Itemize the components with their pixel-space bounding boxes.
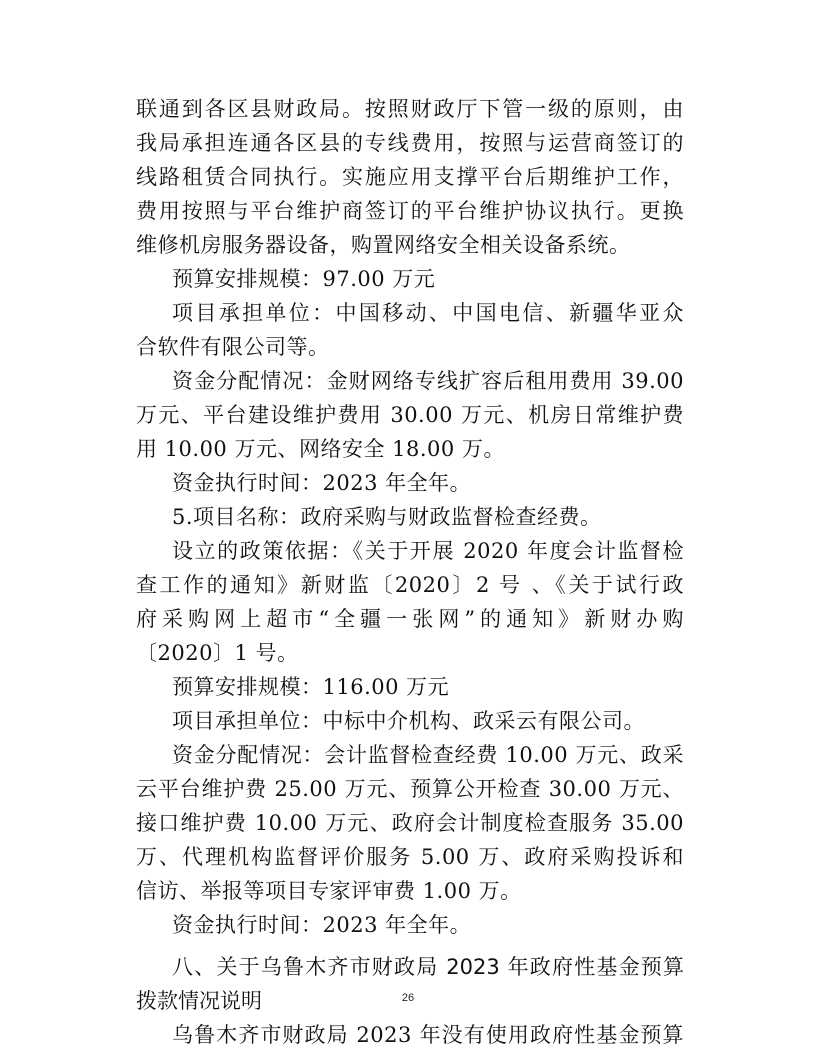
text-line: 维修机房服务器设备，购置网络安全相关设备系统。 [136, 233, 631, 257]
paragraph-budget-scale-1 [136, 262, 684, 296]
text-line: 预算安排规模：116.00 万元 [172, 675, 450, 699]
text-line: 费用按照与平台维护商签订的平台维护协议执行。更换 [136, 199, 684, 223]
paragraph-project-name-5 [136, 500, 684, 534]
text-line: 5.项目名称：政府采购与财政监督检查经费。 [172, 505, 602, 529]
paragraph-budget-scale-2 [136, 670, 684, 704]
paragraph-execution-time-1 [136, 466, 684, 500]
text-line: 资金执行时间：2023 年全年。 [172, 913, 472, 937]
text-line: 万、代理机构监督评价服务 5.00 万、政府采购投诉和 [136, 845, 684, 869]
text-line: 资金执行时间：2023 年全年。 [172, 471, 472, 495]
text-line: 线路租赁合同执行。实施应用支撑平台后期维护工作， [136, 165, 684, 189]
heading-line: 八、关于乌鲁木齐市财政局 2023 年政府性基金预算 [172, 955, 684, 979]
text-line: 设立的政策依据：《关于开展 2020 年度会计监督检 [172, 539, 684, 563]
text-line: 联通到各区县财政局。按照财政厅下管一级的原则，由 [136, 97, 684, 121]
text-line: 万元、平台建设维护费用 30.00 万元、机房日常维护费 [136, 403, 684, 427]
text-line: 资金分配情况：会计监督检查经费 10.00 万元、政采 [172, 743, 684, 767]
text-line: 查工作的通知》新财监〔2020〕2 号 、《关于试行政 [136, 573, 684, 597]
paragraph-fund-allocation-2 [136, 738, 684, 908]
text-line: 预算安排规模：97.00 万元 [172, 267, 436, 291]
text-line: 项目承担单位：中国移动、中国电信、新疆华亚众 [172, 301, 684, 325]
text-line: 我局承担连通各区县的专线费用，按照与运营商签订的 [136, 131, 684, 155]
text-line: 云平台维护费 25.00 万元、预算公开检查 30.00 万元、 [136, 777, 684, 801]
text-line: 合软件有限公司等。 [136, 335, 330, 359]
document-body [136, 92, 684, 1052]
page-number: 26 [401, 992, 415, 1004]
text-line: 资金分配情况：金财网络专线扩容后租用费用 39.00 [172, 369, 684, 393]
text-line: 府采购网上超市“全疆一张网”的通知》新财办购 [136, 607, 684, 631]
text-line: 用 10.00 万元、网络安全 18.00 万。 [136, 437, 505, 461]
paragraph-network-maintenance [136, 92, 684, 262]
text-line: 项目承担单位：中标中介机构、政采云有限公司。 [172, 709, 645, 733]
paragraph-undertaking-unit-1 [136, 296, 684, 364]
text-line: 〔2020〕1 号。 [136, 641, 299, 665]
paragraph-policy-basis [136, 534, 684, 670]
paragraph-government-fund-note [136, 1018, 684, 1052]
paragraph-undertaking-unit-2 [136, 704, 684, 738]
paragraph-execution-time-2 [136, 908, 684, 942]
text-line: 乌鲁木齐市财政局 2023 年没有使用政府性基金预算 [172, 1023, 684, 1047]
text-line: 接口维护费 10.00 万元、政府会计制度检查服务 35.00 [136, 811, 684, 835]
paragraph-fund-allocation-1 [136, 364, 684, 466]
heading-line: 拨款情况说明 [136, 989, 262, 1013]
text-line: 信访、举报等项目专家评审费 1.00 万。 [136, 879, 522, 903]
section-heading-government-fund [136, 950, 684, 1018]
